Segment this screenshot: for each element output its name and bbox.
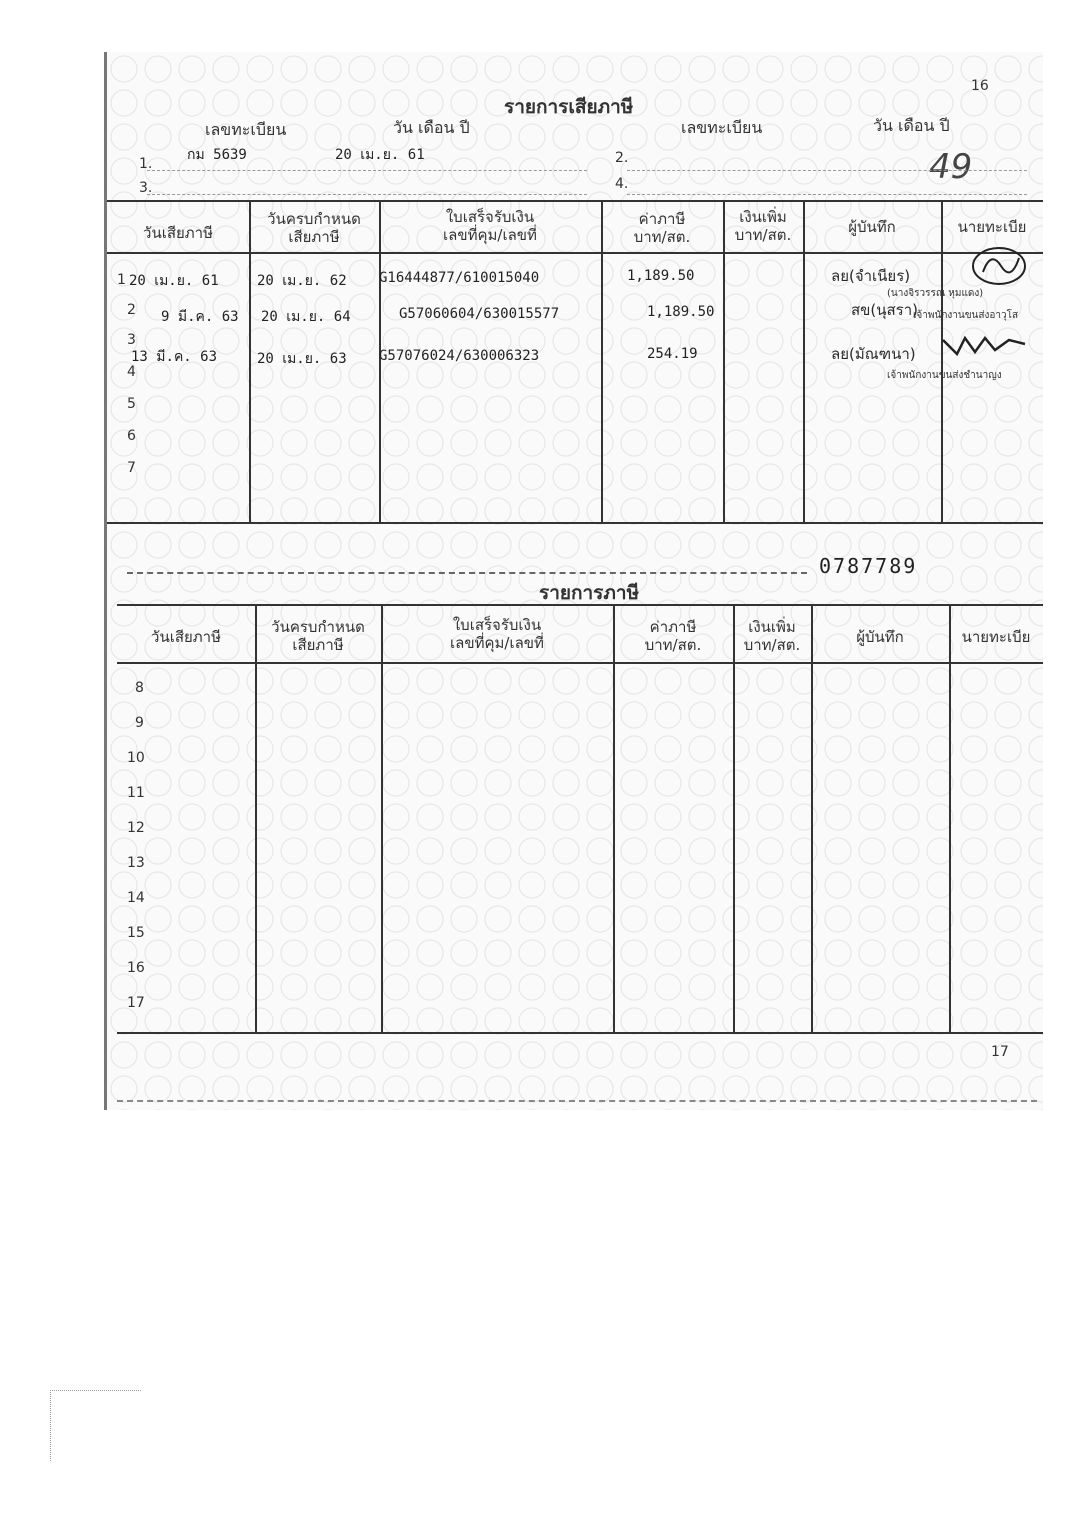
t2-row-no: 9 <box>135 715 144 731</box>
date-label-left: วัน เดือน ปี <box>393 118 470 137</box>
t1-row-no-1: 1 <box>117 272 126 288</box>
t1-row2-due-date: 20 เม.ย. 64 <box>261 309 351 325</box>
t2-row-no: 12 <box>127 820 145 836</box>
t1-row2-note: เจ้าพนักงานขนส่งอาวุโส <box>913 310 1019 321</box>
top-section-title: รายการเสียภาษี <box>504 96 634 118</box>
t2-header-tax: ค่าภาษี บาท/สต. <box>644 618 702 654</box>
handwritten-mark: 49 <box>929 147 973 187</box>
entry-no-4: 4. <box>615 176 629 192</box>
document-page <box>104 52 1043 1110</box>
t1-row1-due-date: 20 เม.ย. 62 <box>257 273 347 289</box>
t1-row2-pay-date: 9 มี.ค. 63 <box>161 309 239 325</box>
t1-row-no-2: 2 <box>127 302 136 318</box>
t1-header-extra: เงินเพิ่ม บาท/สต. <box>734 208 792 244</box>
t1-row3-note: เจ้าพนักงานขนส่งชำนาญง <box>887 370 1002 381</box>
t1-row3-receipt: G57076024/630006323 <box>379 348 540 364</box>
serial-number: 0787789 <box>819 554 918 578</box>
t1-row-no-4: 4 <box>127 364 136 380</box>
entry-date-1: 20 เม.ย. 61 <box>335 147 425 163</box>
t2-row-no: 16 <box>127 960 145 976</box>
t1-row2-recorder: สข(นุสรา) <box>851 301 919 319</box>
t1-row1-tax: 1,189.50 <box>627 268 695 284</box>
t2-row-no: 10 <box>127 750 145 766</box>
t2-header-recorder: ผู้บันทึก <box>856 628 904 646</box>
t2-row-no: 8 <box>135 680 144 696</box>
page-number-bottom: 17 <box>991 1044 1009 1060</box>
t2-header-due-date: วันครบกำหนด เสียภาษี <box>271 618 365 654</box>
t1-row3-pay-date: 13 มี.ค. 63 <box>131 349 218 365</box>
t2-row-no: 13 <box>127 855 145 871</box>
t1-row-no-5: 5 <box>127 396 136 412</box>
t1-row3-due-date: 20 เม.ย. 63 <box>257 351 347 367</box>
t2-row-no: 17 <box>127 995 145 1011</box>
entry-no-1: 1. <box>139 156 153 172</box>
t1-row1-pay-date: 20 เม.ย. 61 <box>129 273 219 289</box>
entry-reg-1: กม 5639 <box>187 147 247 163</box>
t1-header-tax: ค่าภาษี บาท/สต. <box>633 210 691 246</box>
reg-label-left: เลขทะเบียน <box>205 120 287 139</box>
t1-row-no-7: 7 <box>127 460 136 476</box>
t1-row1-note: (นางจิรวรรณ หุมแดง) <box>887 288 984 299</box>
scan-artifact <box>50 1390 141 1461</box>
t1-row1-receipt: G16444877/610015040 <box>379 270 540 286</box>
entry-no-3: 3. <box>139 180 153 196</box>
t1-row-no-6: 6 <box>127 428 136 444</box>
t2-header-pay-date: วันเสียภาษี <box>151 628 221 646</box>
date-label-right: วัน เดือน ปี <box>873 116 950 135</box>
t1-row2-receipt: G57060604/630015577 <box>399 306 560 322</box>
t1-row-no-3: 3 <box>127 332 136 348</box>
t1-row3-tax: 254.19 <box>647 346 698 362</box>
t2-row-no: 15 <box>127 925 145 941</box>
t1-row3-recorder: ลย(มัณฑนา) <box>831 345 916 363</box>
t2-header-extra: เงินเพิ่ม บาท/สต. <box>743 618 801 654</box>
t2-header-receipt: ใบเสร็จรับเงิน เลขที่คุม/เลขที่ <box>450 616 544 652</box>
bottom-section-title: รายการภาษี <box>539 582 640 604</box>
entry-no-2: 2. <box>615 150 629 166</box>
t1-header-pay-date: วันเสียภาษี <box>143 224 213 242</box>
t1-row1-recorder: ลย(จำเนียร) <box>831 267 911 285</box>
signature-1 <box>969 244 1031 288</box>
t1-header-due-date: วันครบกำหนด เสียภาษี <box>267 210 361 246</box>
t1-header-receipt: ใบเสร็จรับเงิน เลขที่คุม/เลขที่ <box>443 208 537 244</box>
t1-header-recorder: ผู้บันทึก <box>848 218 896 236</box>
signature-3 <box>939 332 1029 358</box>
t1-row2-tax: 1,189.50 <box>647 304 715 320</box>
t2-row-no: 11 <box>127 785 145 801</box>
t1-header-registrar: นายทะเบีย <box>957 218 1027 236</box>
page-number-top: 16 <box>971 78 989 94</box>
reg-label-right: เลขทะเบียน <box>681 118 763 137</box>
t2-header-registrar: นายทะเบีย <box>961 628 1031 646</box>
t2-row-no: 14 <box>127 890 145 906</box>
